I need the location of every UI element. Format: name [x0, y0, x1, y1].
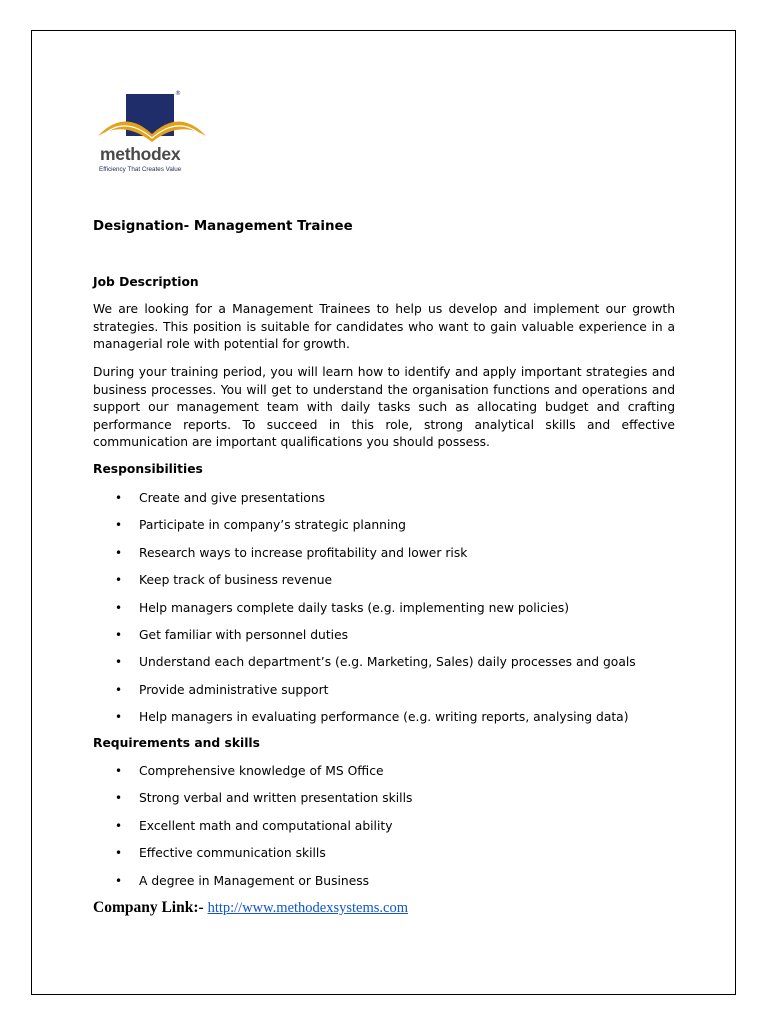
responsibilities-heading: Responsibilities — [93, 462, 203, 476]
list-item — [93, 654, 693, 681]
list-item-text: Comprehensive knowledge of MS Office — [139, 764, 384, 778]
list-item-text: Excellent math and computational ability — [139, 818, 393, 833]
list-item-text: Participate in company’s strategic planning — [139, 518, 406, 533]
bullet-icon: • — [115, 655, 123, 670]
company-logo — [94, 90, 212, 182]
logo-wordmark: methodex — [100, 144, 181, 164]
list-item — [93, 490, 693, 517]
list-item — [93, 682, 693, 709]
list-item — [93, 572, 693, 599]
company-link-line — [93, 899, 408, 917]
bullet-icon: • — [115, 573, 123, 588]
list-item — [93, 545, 693, 572]
company-link-label: Company Link:- — [93, 899, 204, 916]
bullet-icon: • — [115, 600, 123, 615]
designation-title: Designation- Management Trainee — [93, 219, 353, 234]
list-item-text: Help managers in evaluating performance (e.g. writing reports, analysing data) — [139, 710, 629, 725]
bullet-icon: • — [115, 682, 123, 697]
bullet-icon: • — [115, 491, 123, 505]
bullet-icon: • — [115, 764, 123, 778]
logo-tagline: Efficiency That Creates Value — [99, 166, 182, 173]
list-item-text: Research ways to increase profitability and lower risk — [139, 545, 468, 560]
list-item — [93, 873, 693, 900]
company-url-link[interactable]: http://www.methodexsystems.com — [207, 900, 408, 916]
job-description-para-1: We are looking for a Management Trainees to help us develop and implement our growth strategies. This position is suitable for candidates who want to gain valuable experience in a managerial role with potential for growth. — [93, 302, 675, 352]
job-description-heading: Job Description — [93, 275, 199, 289]
bullet-icon: • — [115, 627, 123, 642]
list-item — [93, 790, 693, 817]
responsibilities-list — [93, 490, 693, 737]
list-item — [93, 709, 693, 736]
list-item-text: Provide administrative support — [139, 682, 329, 697]
list-item — [93, 627, 693, 654]
requirements-list — [93, 763, 693, 900]
bullet-icon: • — [115, 873, 123, 888]
list-item-text: Strong verbal and written presentation skills — [139, 791, 413, 806]
bullet-icon: • — [115, 791, 123, 806]
bullet-icon: • — [115, 846, 123, 861]
list-item-text: Understand each department’s (e.g. Marketing, Sales) daily processes and goals — [139, 655, 636, 670]
list-item-text: Help managers complete daily tasks (e.g. implementing new policies) — [139, 600, 570, 615]
list-item-text: Create and give presentations — [139, 491, 326, 505]
bullet-icon: • — [115, 818, 123, 833]
logo-mark-icon — [94, 90, 212, 150]
bullet-icon: • — [115, 545, 123, 560]
job-description-para-2: During your training period, you will learn how to identify and apply important strategies and business processes. You will get to understand the organisation functions and operations and support our management team with daily tasks such as allocating budget and crafting performance reports. To succeed in this role, strong analytical skills and effective communication are important qualifications you should possess. — [93, 365, 675, 450]
list-item-text: Keep track of business revenue — [139, 573, 333, 588]
requirements-heading: Requirements and skills — [93, 736, 260, 750]
list-item — [93, 763, 693, 790]
list-item — [93, 818, 693, 845]
list-item-text: Effective communication skills — [139, 846, 326, 861]
registered-mark: ® — [175, 90, 181, 97]
list-item-text: Get familiar with personnel duties — [139, 627, 349, 642]
list-item-text: A degree in Management or Business — [139, 873, 370, 888]
list-item — [93, 600, 693, 627]
list-item — [93, 517, 693, 544]
list-item — [93, 845, 693, 872]
bullet-icon: • — [115, 518, 123, 533]
bullet-icon: • — [115, 710, 123, 725]
